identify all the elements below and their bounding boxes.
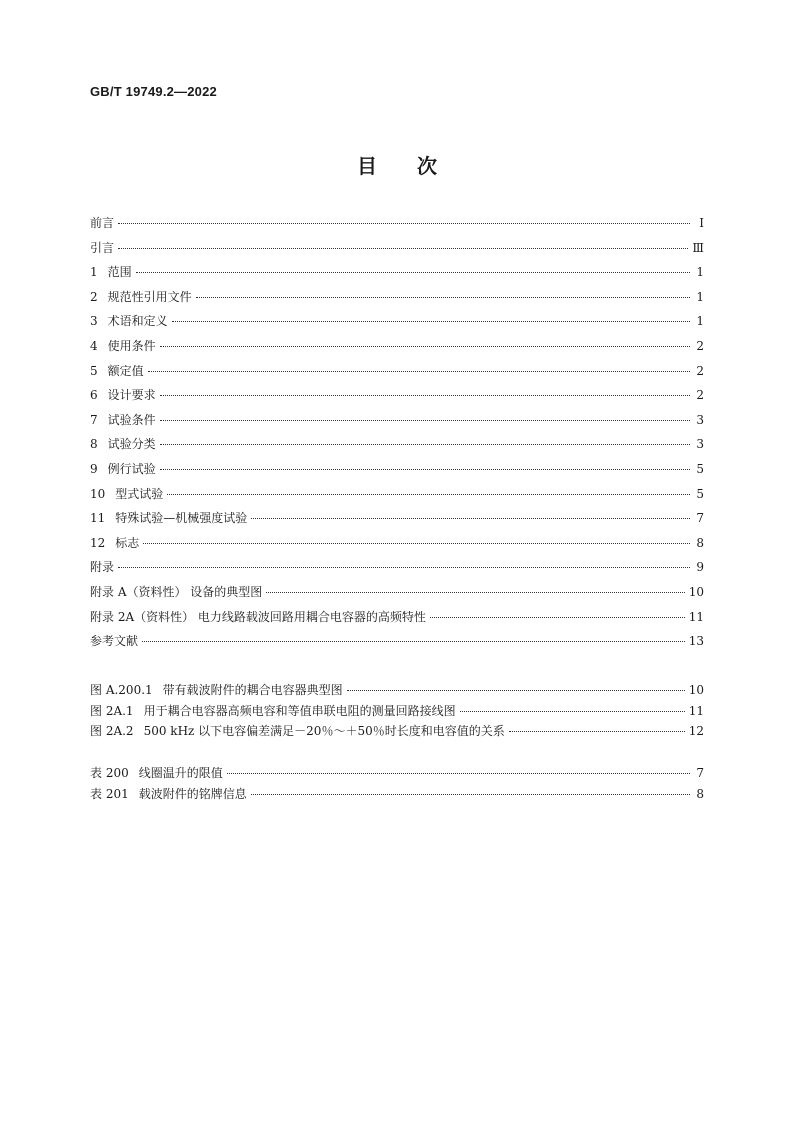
toc-entry-page: 8	[696, 535, 704, 550]
toc-entry-title: 参考文献	[90, 634, 139, 649]
dot-leader	[143, 543, 690, 544]
toc-entry[interactable]	[90, 785, 704, 806]
toc-entry-page: 2	[696, 388, 704, 403]
toc-entry-page: 8	[696, 786, 704, 801]
toc-entry[interactable]	[90, 337, 704, 362]
toc-entry[interactable]	[90, 362, 704, 387]
toc-entry-number: 5	[90, 363, 98, 378]
toc-entry[interactable]	[90, 485, 704, 510]
toc-entry-number: 8	[90, 437, 98, 452]
toc-entry-page: 12	[688, 724, 704, 738]
dot-leader	[196, 297, 690, 298]
toc-entry-page: 10	[688, 683, 704, 697]
toc-main	[90, 214, 704, 657]
toc-entry[interactable]	[90, 608, 704, 633]
toc-entry-number: 3	[90, 314, 98, 329]
toc-entry-number: 2	[90, 289, 98, 304]
toc-entry-title: 规范性引用文件	[107, 289, 192, 304]
toc-entry-number: 图 2A.2	[90, 724, 134, 738]
toc-entry[interactable]	[90, 583, 704, 608]
toc-entry[interactable]	[90, 411, 704, 436]
toc-entry-page: 9	[696, 560, 704, 575]
toc-entry[interactable]	[90, 764, 704, 785]
toc-entry[interactable]	[90, 386, 704, 411]
toc-entry-title: 例行试验	[107, 461, 156, 476]
toc-entry-page: 5	[696, 461, 704, 476]
toc-entry-title: 型式试验	[115, 486, 164, 501]
toc-entry[interactable]	[90, 214, 704, 239]
toc-entry-page: 13	[688, 634, 704, 649]
toc-entry-title: 前言	[90, 216, 115, 230]
toc-entry-title: 使用条件	[107, 338, 156, 353]
dot-leader	[160, 346, 690, 347]
toc-entry[interactable]	[90, 722, 704, 743]
toc-entry[interactable]	[90, 534, 704, 559]
toc-entry-title: 术语和定义	[107, 314, 168, 329]
toc-entry-number: 4	[90, 338, 98, 353]
toc-entry-page: 10	[688, 584, 704, 599]
dot-leader	[160, 444, 690, 445]
standard-code: GB/T 19749.2—2022	[90, 84, 217, 99]
toc-entry-page: 1	[696, 265, 704, 280]
toc-entry-page: 11	[688, 703, 704, 718]
toc-entry-title: 载波附件的铭牌信息	[138, 786, 247, 801]
dot-leader	[118, 223, 690, 224]
dot-leader	[142, 641, 685, 642]
toc-entry-page: 11	[688, 609, 704, 624]
dot-leader	[266, 592, 684, 593]
toc-figures	[90, 681, 704, 743]
toc-entry-number: 11	[90, 511, 106, 526]
dot-leader	[251, 518, 690, 519]
toc-entry[interactable]	[90, 702, 704, 723]
toc-entry[interactable]	[90, 288, 704, 313]
toc-entry-title: 线圈温升的限值	[138, 766, 223, 780]
toc-entry-title: 试验分类	[107, 437, 156, 452]
toc-entry-page: 1	[696, 289, 704, 304]
toc-entry-title: 附录 A（资料性） 设备的典型图	[90, 584, 263, 599]
toc-entry[interactable]	[90, 312, 704, 337]
toc-entry-number: 10	[90, 486, 106, 501]
dot-leader	[347, 690, 685, 691]
toc-entry-number: 1	[90, 265, 98, 280]
toc-entry-title: 试验条件	[107, 412, 156, 427]
toc-entry-title: 范围	[107, 265, 132, 280]
toc-entry[interactable]	[90, 632, 704, 657]
toc-entry[interactable]	[90, 558, 704, 583]
dot-leader	[118, 248, 688, 249]
toc-entry-page: Ⅲ	[692, 240, 704, 255]
toc-entry[interactable]	[90, 681, 704, 702]
toc-entry-number: 7	[90, 412, 98, 427]
toc-entry-number: 表 201	[90, 786, 129, 801]
toc-entry-title: 500 kHz 以下电容偏差满足－20％～＋50％时长度和电容值的关系	[143, 724, 505, 738]
toc-entry-page: 7	[696, 766, 704, 780]
toc-entry-page: 3	[696, 412, 704, 427]
dot-leader	[430, 617, 685, 618]
toc-entry[interactable]	[90, 239, 704, 264]
toc-entry-page: 3	[696, 437, 704, 452]
toc-entry-title: 额定值	[107, 363, 144, 378]
dot-leader	[172, 321, 690, 322]
toc-entry-page: 5	[696, 486, 704, 501]
toc-entry[interactable]	[90, 435, 704, 460]
dot-leader	[160, 395, 690, 396]
toc-tables	[90, 764, 704, 805]
toc-entry-title: 引言	[90, 240, 115, 255]
toc-entry-number: 图 A.200.1	[90, 683, 153, 697]
toc-entry-number: 6	[90, 388, 98, 403]
toc-entry-number: 图 2A.1	[90, 703, 134, 718]
dot-leader	[167, 494, 690, 495]
toc-entry-title: 设计要求	[107, 388, 156, 403]
toc-entry-page: Ⅰ	[699, 216, 704, 230]
toc-entry-page: 2	[696, 363, 704, 378]
dot-leader	[148, 371, 690, 372]
toc-entry-number: 表 200	[90, 766, 129, 780]
toc-entry-title: 附录 2A（资料性） 电力线路载波回路用耦合电容器的高频特性	[90, 609, 426, 624]
toc-entry-page: 7	[696, 511, 704, 526]
dot-leader	[118, 567, 690, 568]
toc-entry[interactable]	[90, 460, 704, 485]
toc-entry-page: 1	[696, 314, 704, 329]
toc-entry-page: 2	[696, 338, 704, 353]
dot-leader	[460, 711, 685, 712]
toc-entry[interactable]	[90, 263, 704, 288]
toc-entry-title: 附录	[90, 560, 115, 575]
toc-entry[interactable]	[90, 509, 704, 534]
toc-entry-title: 用于耦合电容器高频电容和等值串联电阻的测量回路接线图	[143, 703, 456, 718]
dot-leader	[160, 420, 690, 421]
page-title: 目次	[357, 154, 477, 178]
dot-leader	[136, 272, 690, 273]
toc-entry-title: 特殊试验—机械强度试验	[115, 511, 248, 526]
dot-leader	[160, 469, 690, 470]
dot-leader	[251, 794, 690, 795]
dot-leader	[227, 773, 690, 774]
toc-entry-title: 标志	[115, 535, 140, 550]
toc-entry-number: 12	[90, 535, 106, 550]
toc-entry-number: 9	[90, 461, 98, 476]
dot-leader	[509, 731, 685, 732]
toc-entry-title: 带有载波附件的耦合电容器典型图	[162, 683, 343, 697]
